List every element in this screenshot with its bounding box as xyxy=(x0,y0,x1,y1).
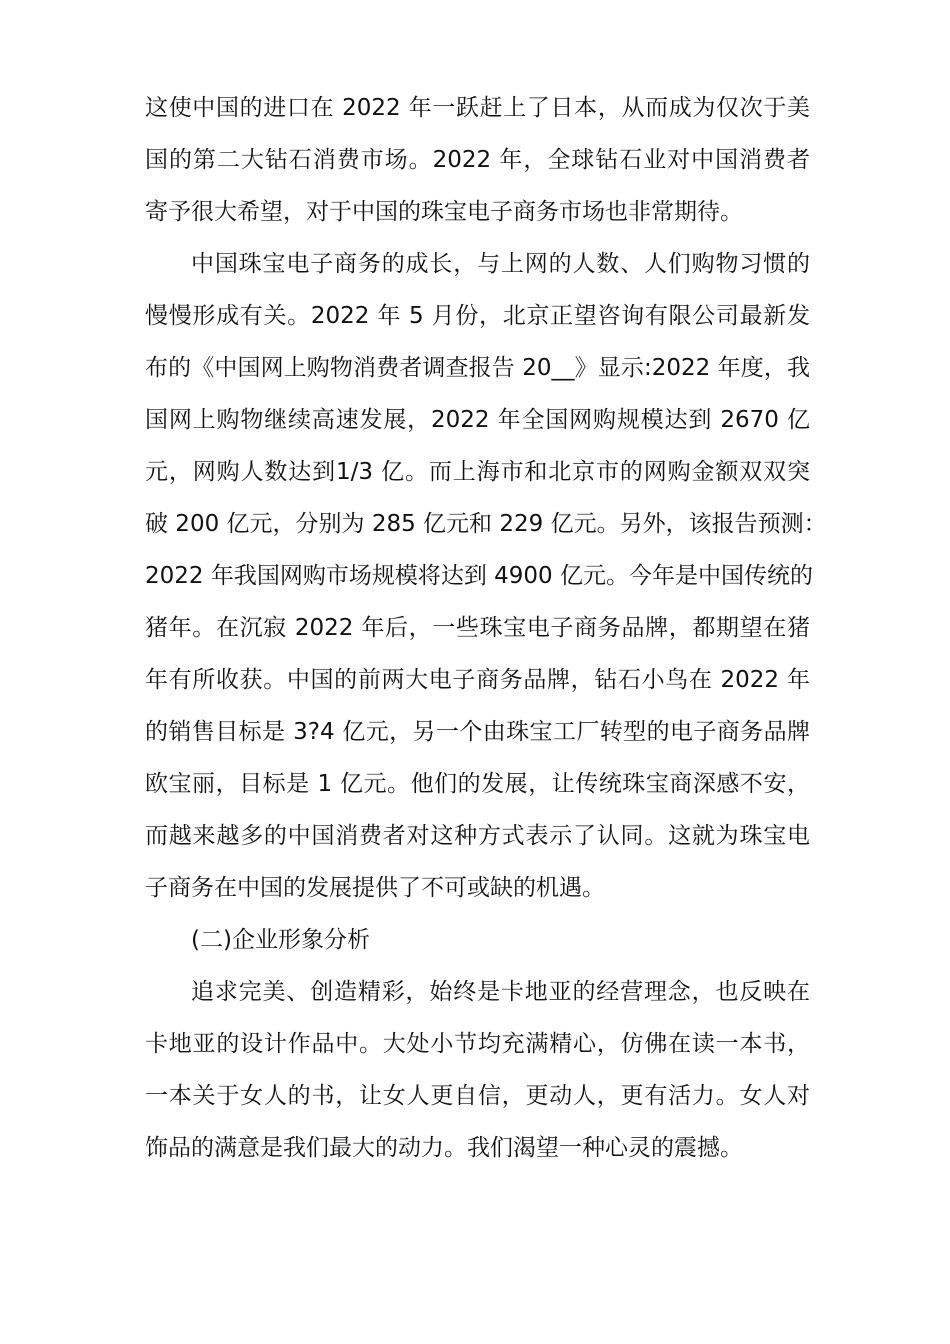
p2-line-6: 破 200 亿元，分别为 285 亿元和 229 亿元。另外，该报告预测： xyxy=(145,511,827,537)
p1-line-1: 这使中国的进口在 2022 年一跃赶上了日本，从而成为仅次于美 xyxy=(145,95,810,121)
p1-line-3: 寄予很大希望，对于中国的珠宝电子商务市场也非常期待。 xyxy=(145,199,743,225)
p2-line-3: 布的《中国网上购物消费者调查报告 20__》显示:2022 年度，我 xyxy=(145,355,810,381)
p2-line-8: 猪年。在沉寂 2022 年后，一些珠宝电子商务品牌，都期望在猪 xyxy=(145,615,810,641)
p3-line-3: 一本关于女人的书，让女人更自信，更动人，更有活力。女人对 xyxy=(145,1083,810,1109)
p3-line-1: 追求完美、创造精彩，始终是卡地亚的经营理念，也反映在 xyxy=(191,979,810,1005)
p2-line-5: 元，网购人数达到1/3 亿。而上海市和北京市的网购金额双双突 xyxy=(145,459,810,485)
p2-line-13: 子商务在中国的发展提供了不可或缺的机遇。 xyxy=(145,875,605,901)
p3-line-2: 卡地亚的设计作品中。大处小节均充满精心，仿佛在读一本书， xyxy=(145,1031,810,1057)
p1-line-2: 国的第二大钻石消费市场。2022 年，全球钻石业对中国消费者 xyxy=(145,147,810,173)
p2-line-2: 慢慢形成有关。2022 年 5 月份，北京正望咨询有限公司最新发 xyxy=(145,303,810,329)
p2-line-1: 中国珠宝电子商务的成长，与上网的人数、人们购物习惯的 xyxy=(191,251,810,277)
section-heading: (二)企业形象分析 xyxy=(191,927,370,953)
p2-line-4: 国网上购物继续高速发展，2022 年全国网购规模达到 2670 亿 xyxy=(145,407,810,433)
p2-line-7: 2022 年我国网购市场规模将达到 4900 亿元。今年是中国传统的 xyxy=(145,563,813,589)
p3-line-4: 饰品的满意是我们最大的动力。我们渴望一种心灵的震撼。 xyxy=(145,1135,743,1161)
p2-line-12: 而越来越多的中国消费者对这种方式表示了认同。这就为珠宝电 xyxy=(145,823,810,849)
p2-line-9: 年有所收获。中国的前两大电子商务品牌，钻石小鸟在 2022 年 xyxy=(145,667,810,693)
p2-line-11: 欧宝丽，目标是 1 亿元。他们的发展，让传统珠宝商深感不安， xyxy=(145,771,810,797)
p2-line-10: 的销售目标是 3?4 亿元，另一个由珠宝工厂转型的电子商务品牌 xyxy=(145,719,810,745)
